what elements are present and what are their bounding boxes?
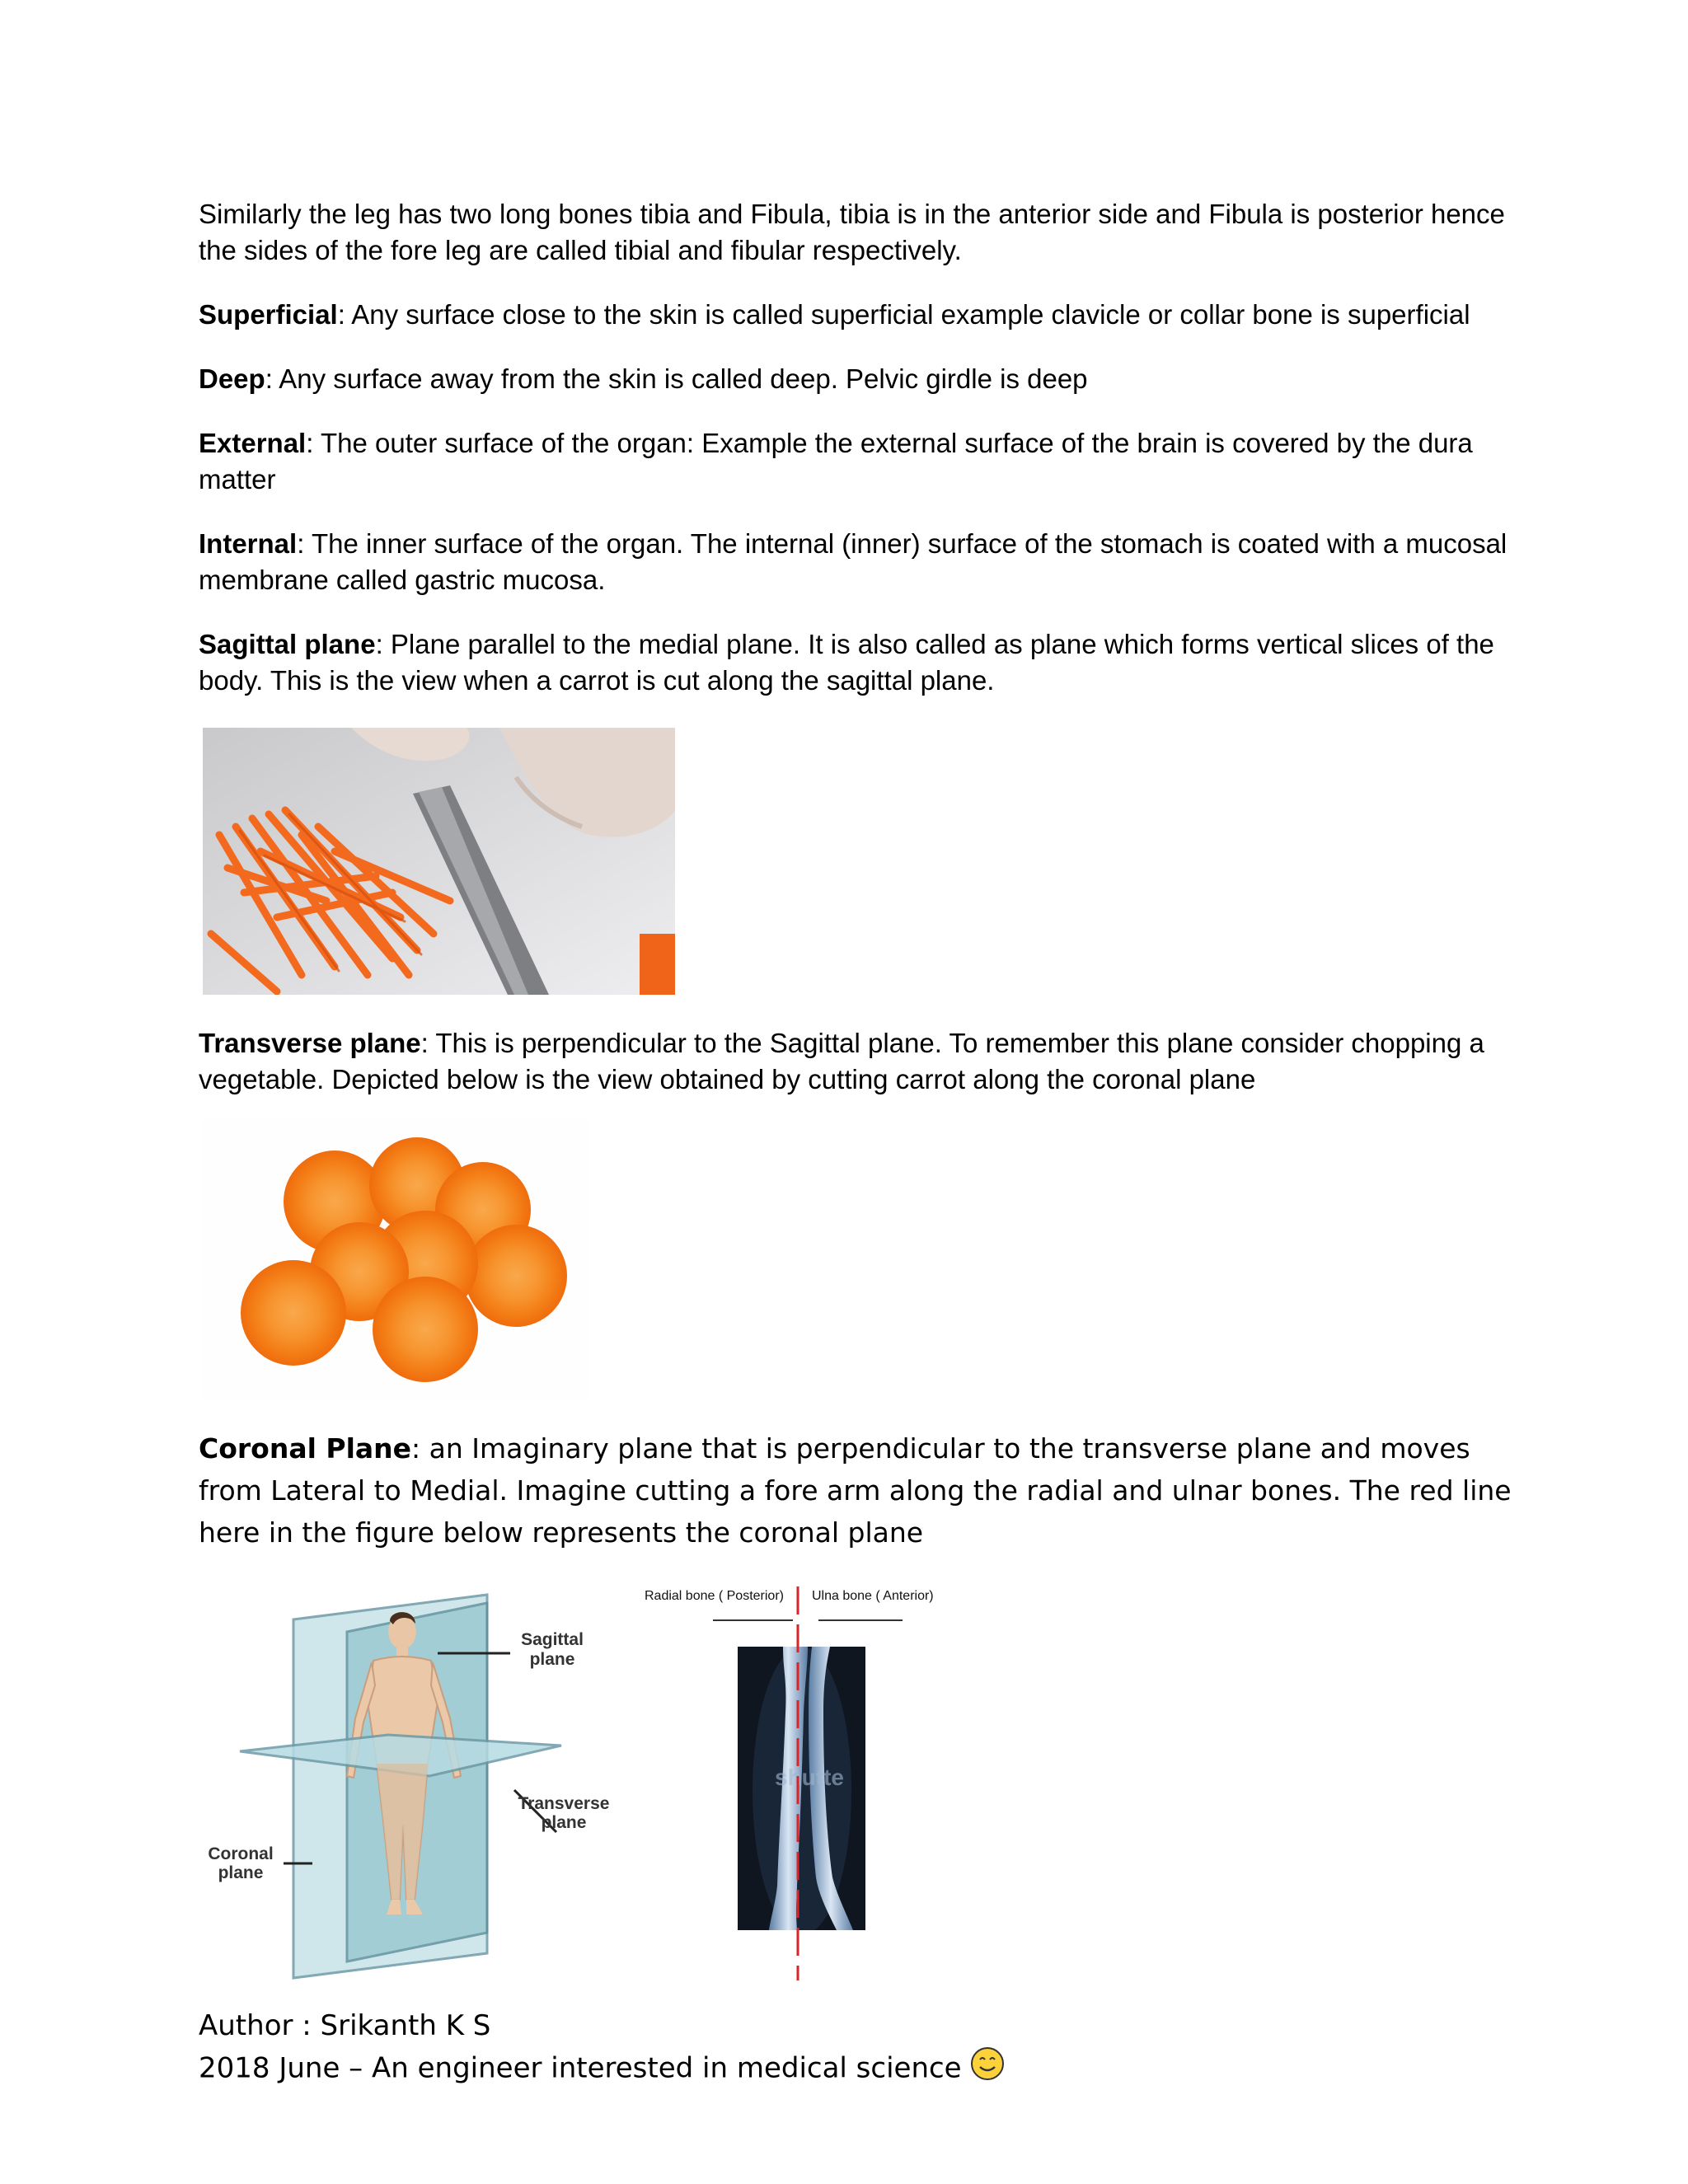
paragraph-superficial xyxy=(199,297,1517,333)
term-internal: Internal xyxy=(199,528,298,559)
definition-internal: : The inner surface of the organ. The internal (inner) surface of the stomach is coated with a mucosal membrane called gastric mucosa. xyxy=(199,528,1507,595)
term-sagittal: Sagittal plane xyxy=(199,629,376,659)
sagittal-label-line1: Sagittal xyxy=(521,1630,584,1649)
xray-watermark: shutte xyxy=(775,1765,844,1790)
paragraph-external xyxy=(199,425,1517,498)
transverse-label-line1: Transverse xyxy=(518,1794,610,1813)
sagittal-label-line2: plane xyxy=(529,1650,575,1669)
carrot-slices-photo xyxy=(203,1119,590,1399)
term-external: External xyxy=(199,428,307,458)
date-line-text: 2018 June – An engineer interested in medical science xyxy=(199,2051,962,2085)
transverse-label-line2: plane xyxy=(541,1813,587,1832)
carrot-sticks-illustration xyxy=(203,728,675,995)
definition-deep: : Any surface away from the skin is called deep. Pelvic girdle is deep xyxy=(265,363,1088,394)
anatomical-planes-diagram xyxy=(199,1586,627,1982)
paragraph-internal xyxy=(199,526,1517,598)
paragraph-transverse xyxy=(199,1025,1517,1098)
coronal-red-line xyxy=(791,1586,804,1980)
paragraph-sagittal xyxy=(199,626,1517,699)
definition-superficial: : Any surface close to the skin is called superficial example clavicle or collar bone is superficial xyxy=(337,299,1470,330)
planes-diagram-svg xyxy=(199,1586,627,1982)
ulna-bone-label: Ulna bone ( Anterior) xyxy=(812,1589,934,1603)
definition-external: : The outer surface of the organ: Example the external surface of the brain is covered by the dura matter xyxy=(199,428,1473,494)
definition-coronal: : an Imaginary plane that is perpendicular to the transverse plane and moves from Lateral to Medial. Imagine cutting a fore arm along the radial and ulnar bones. The red line here in the figure below represents the coronal plane xyxy=(199,1432,1512,1549)
paragraph-text: Similarly the leg has two long bones tibia and Fibula, tibia is in the anterior side and Fibula is posterior hence the sides of the fore leg are called tibial and fibular respectively. xyxy=(199,199,1505,265)
definition-sagittal: : Plane parallel to the medial plane. It is also called as plane which forms vertical slices of the body. This is the view when a carrot is cut along the sagittal plane. xyxy=(199,629,1494,696)
definition-transverse: : This is perpendicular to the Sagittal plane. To remember this plane consider chopping a vegetable. Depicted below is the view obtained by cutting carrot along the coronal plane xyxy=(199,1028,1484,1094)
term-deep: Deep xyxy=(199,363,265,394)
paragraph-deep xyxy=(199,361,1517,397)
paragraph-leg-bones xyxy=(199,196,1517,269)
radial-leader-line xyxy=(713,1619,793,1621)
radial-bone-label: Radial bone ( Posterior) xyxy=(645,1589,784,1603)
carrot-sticks-photo xyxy=(203,728,675,995)
paragraph-coronal xyxy=(199,1427,1517,1554)
smiley-icon xyxy=(970,2046,1005,2093)
term-superficial: Superficial xyxy=(199,299,338,330)
author-line: Author : Srikanth K S xyxy=(199,2009,491,2042)
coronal-label-line1: Coronal xyxy=(208,1844,274,1863)
coronal-label-line2: plane xyxy=(218,1863,264,1882)
term-coronal: Coronal Plane xyxy=(199,1432,412,1465)
term-transverse: Transverse plane xyxy=(199,1028,421,1058)
date-line xyxy=(199,2046,1005,2093)
ulna-leader-line xyxy=(818,1619,903,1621)
carrot-slices-illustration xyxy=(203,1119,590,1399)
